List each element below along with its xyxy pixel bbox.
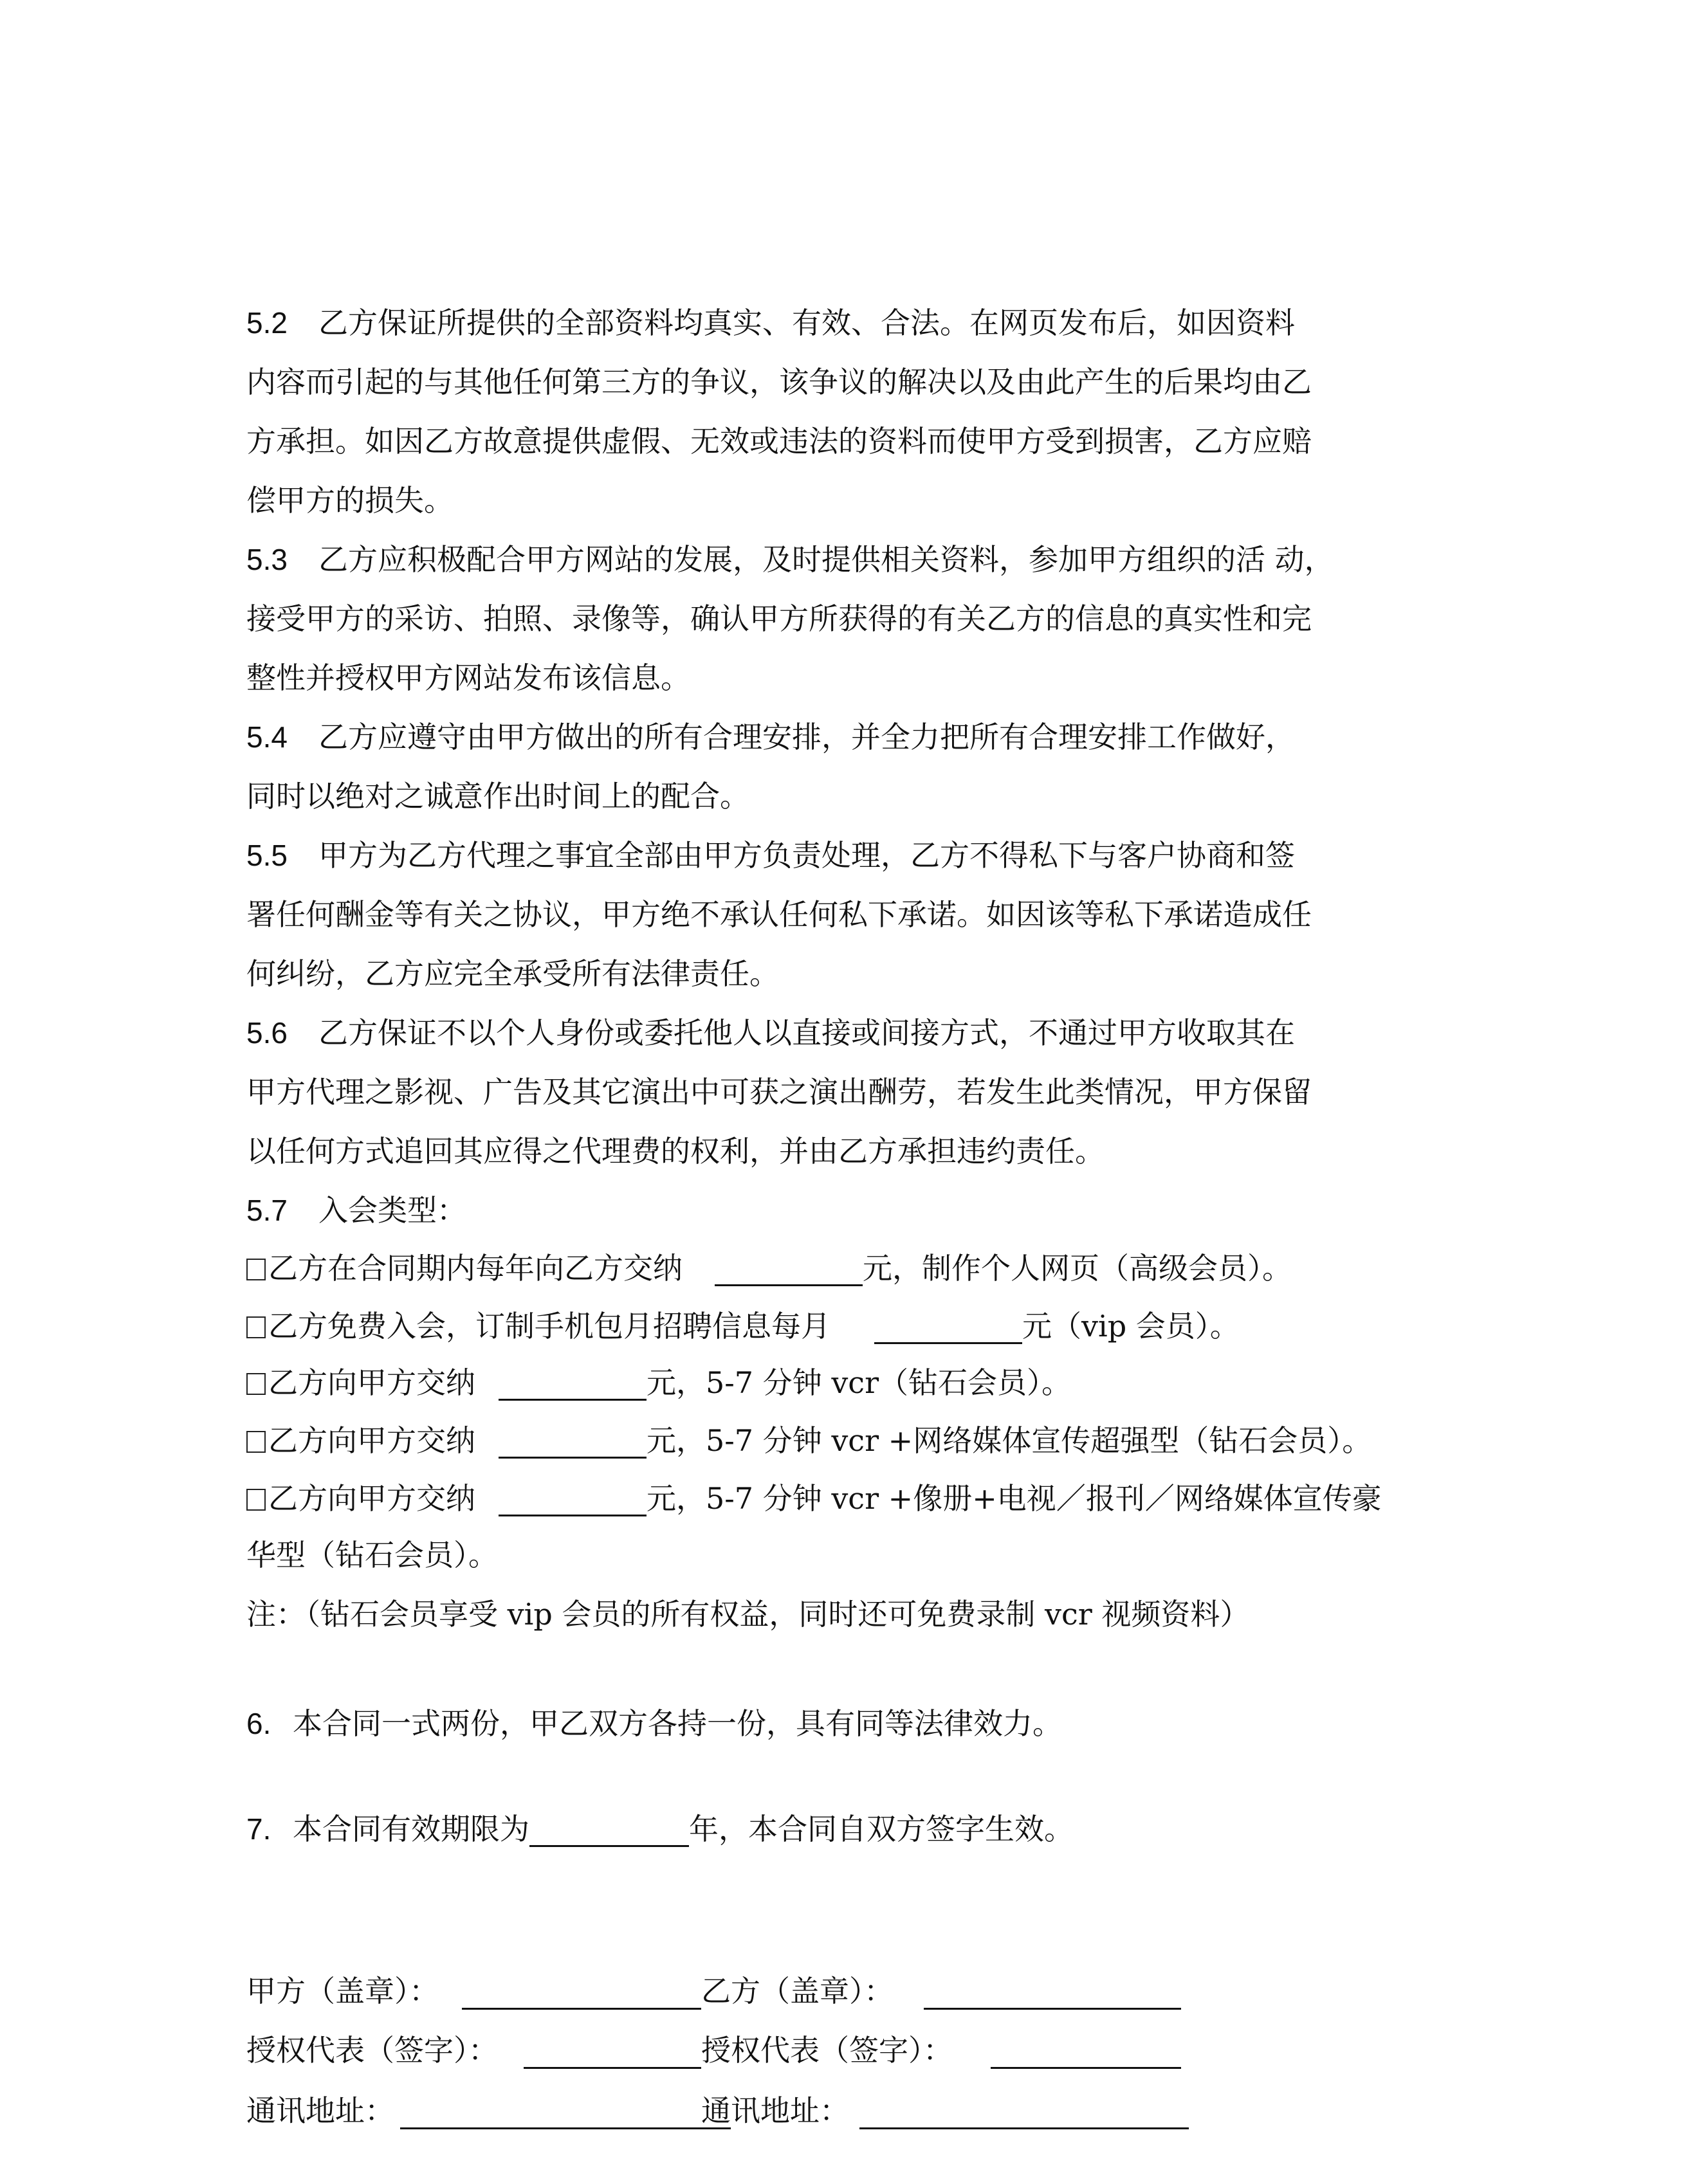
membership-option-5-cont: 华型（钻石会员）。 — [246, 1538, 498, 1572]
clause-5-6-line-2: 甲方代理之影视、广告及其它演出中可获之演出酬劳，若发生此类情况，甲方保留 — [246, 1075, 1312, 1109]
clause-5-3-line-3: 整性并授权甲方网站发布该信息。 — [246, 660, 690, 695]
clause-text: 乙方保证不以个人身份或委托他人以直接或间接方式，不通过甲方收取其在 — [318, 1015, 1295, 1050]
clause-5-5-line-2: 署任何酬金等有关之协议，甲方绝不承认任何私下承诺。如因该等私下承诺造成任 — [246, 897, 1312, 932]
item-text: 年，本合同自双方签字生效。 — [689, 1812, 1074, 1846]
checkbox-icon[interactable] — [246, 1373, 266, 1395]
clause-5-6-line-1 — [246, 1012, 1295, 1053]
membership-option-2 — [246, 1306, 1240, 1347]
party-b-seal-line[interactable] — [924, 2008, 1181, 2010]
clause-text: 乙方保证所提供的全部资料均真实、有效、合法。在网页发布后，如因资料 — [318, 305, 1295, 340]
membership-option-3 — [246, 1362, 1071, 1403]
clause-5-3-line-2: 接受甲方的采访、拍照、录像等，确认甲方所获得的有关乙方的信息的真实性和完 — [246, 601, 1312, 636]
clause-number: 5.4 — [246, 720, 288, 754]
item-text: 本合同有效期限为 — [293, 1812, 529, 1846]
clause-text: 乙方应遵守由甲方做出的所有合理安排，并全力把所有合理安排工作做好， — [318, 720, 1295, 754]
clause-5-3-line-1 — [246, 539, 1334, 580]
party-a-seal-line[interactable] — [462, 2008, 701, 2010]
clause-text: 乙方应积极配合甲方网站的发展，及时提供相关资料，参加甲方组织的活 动， — [318, 542, 1334, 577]
clause-number: 5.7 — [246, 1194, 288, 1227]
option-text: 元，5-7 分钟 vcr（钻石会员）。 — [647, 1365, 1072, 1400]
party-a-address-label: 通讯地址： — [246, 2093, 394, 2128]
party-a-rep-line[interactable] — [524, 2067, 701, 2069]
item-number: 6. — [246, 1707, 271, 1740]
party-b-rep-label: 授权代表（签字）： — [701, 2033, 953, 2068]
clause-5-5-line-3: 何纠纷，乙方应完全承受所有法律责任。 — [246, 956, 779, 991]
party-b-rep-line[interactable] — [991, 2067, 1181, 2069]
option-text: 乙方向甲方交纳 — [268, 1481, 475, 1516]
option-text: 元，5-7 分钟 vcr +网络媒体宣传超强型（钻石会员）。 — [647, 1423, 1372, 1458]
party-a-seal-label: 甲方（盖章）： — [246, 1974, 439, 2008]
checkbox-icon[interactable] — [246, 1259, 266, 1280]
checkbox-icon[interactable] — [246, 1431, 266, 1453]
amount-blank[interactable] — [874, 1309, 1022, 1344]
option-text: 元，5-7 分钟 vcr +像册+电视／报刊／网络媒体宣传豪 — [647, 1481, 1382, 1516]
clause-text: 入会类型： — [318, 1193, 466, 1228]
amount-blank[interactable] — [499, 1423, 647, 1459]
amount-blank[interactable] — [499, 1365, 647, 1401]
item-7 — [246, 1808, 1074, 1850]
option-text: 乙方在合同期内每年向乙方交纳 — [268, 1251, 683, 1286]
item-text: 本合同一式两份，甲乙双方各持一份，具有同等法律效力。 — [293, 1706, 1062, 1741]
clause-5-2-line-2: 内容而引起的与其他任何第三方的争议，该争议的解决以及由此产生的后果均由乙 — [246, 365, 1312, 399]
clause-5-4-line-2: 同时以绝对之诚意作出时间上的配合。 — [246, 779, 749, 814]
party-b-address-label: 通讯地址： — [701, 2093, 849, 2128]
clause-5-2-line-1 — [246, 302, 1295, 343]
item-6 — [246, 1703, 1062, 1744]
membership-option-5 — [246, 1478, 1382, 1519]
party-b-seal-label: 乙方（盖章）： — [701, 1974, 894, 2008]
party-b-address-line[interactable] — [859, 2127, 1189, 2129]
clause-number: 5.5 — [246, 839, 288, 872]
clause-number: 5.6 — [246, 1016, 288, 1050]
amount-blank[interactable] — [499, 1481, 647, 1516]
clause-text: 甲方为乙方代理之事宜全部由甲方负责处理，乙方不得私下与客户协商和签 — [318, 838, 1295, 873]
clause-5-2-line-4: 偿甲方的损失。 — [246, 483, 454, 518]
clause-number: 5.2 — [246, 306, 288, 340]
clause-5-5-line-1 — [246, 835, 1295, 876]
membership-option-4 — [246, 1420, 1372, 1461]
clause-5-6-line-3: 以任何方式追回其应得之代理费的权利，并由乙方承担违约责任。 — [246, 1134, 1105, 1169]
item-number: 7. — [246, 1812, 271, 1846]
option-text: 乙方向甲方交纳 — [268, 1365, 475, 1400]
amount-blank[interactable] — [715, 1251, 863, 1286]
membership-option-1 — [246, 1248, 1292, 1289]
option-text: 元（vip 会员）。 — [1022, 1309, 1240, 1343]
checkbox-icon[interactable] — [246, 1316, 266, 1338]
checkbox-icon[interactable] — [246, 1489, 266, 1511]
clause-number: 5.3 — [246, 543, 288, 576]
membership-note: 注：（钻石会员享受 vip 会员的所有权益，同时还可免费录制 vcr 视频资料） — [246, 1597, 1250, 1632]
option-text: 乙方免费入会，订制手机包月招聘信息每月 — [268, 1309, 830, 1343]
clause-5-4-line-1 — [246, 716, 1295, 758]
clause-5-7-title — [246, 1190, 466, 1231]
option-text: 乙方向甲方交纳 — [268, 1423, 475, 1458]
term-years-blank[interactable] — [529, 1812, 689, 1847]
option-text: 元，制作个人网页（高级会员）。 — [863, 1251, 1292, 1286]
clause-5-2-line-3: 方承担。如因乙方故意提供虚假、无效或违法的资料而使甲方受到损害，乙方应赔 — [246, 424, 1312, 459]
party-a-address-line[interactable] — [400, 2127, 731, 2129]
party-a-rep-label: 授权代表（签字）： — [246, 2033, 498, 2068]
